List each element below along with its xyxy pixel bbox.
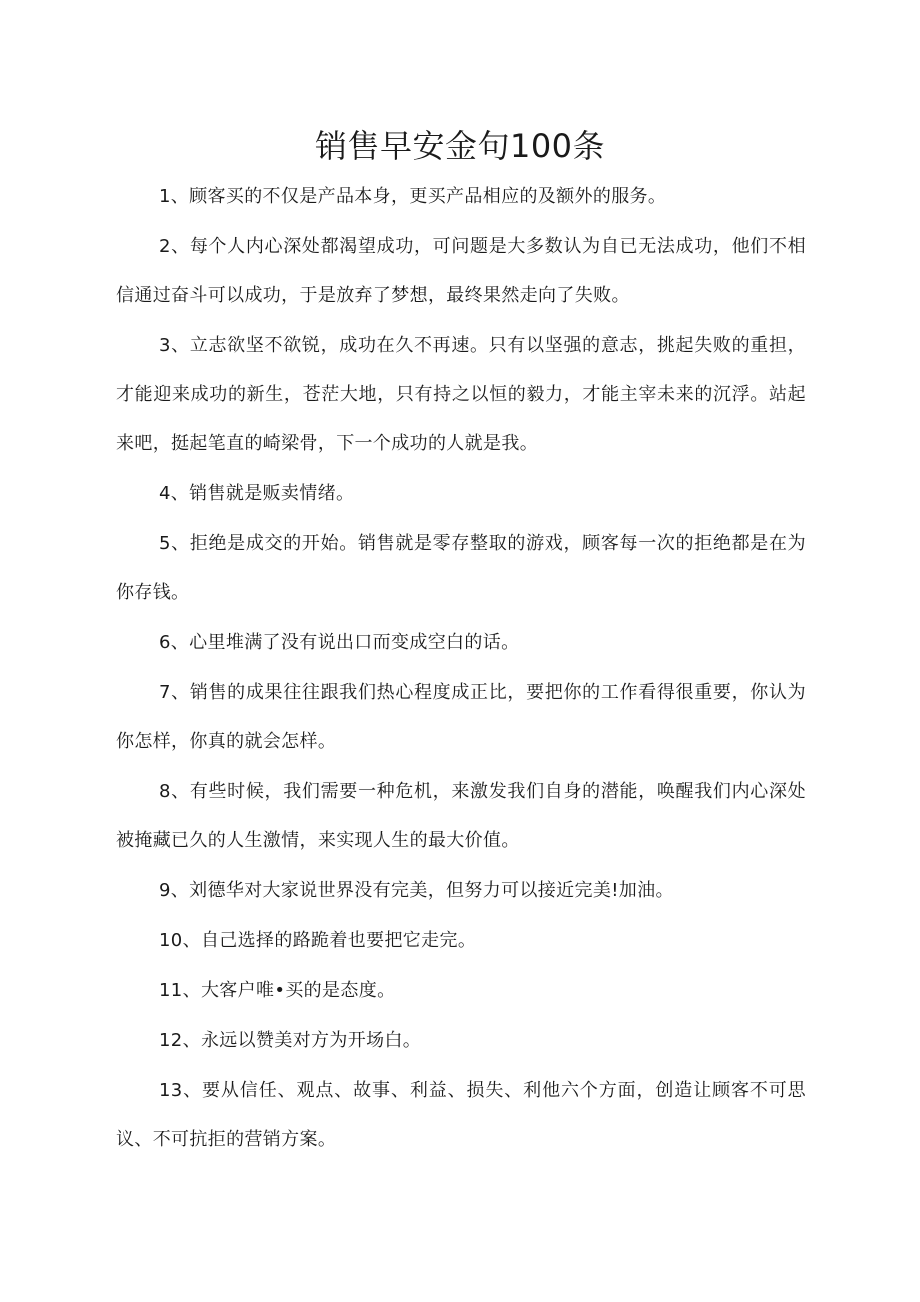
- paragraph-4: 4、销售就是贩卖情绪。: [159, 483, 355, 504]
- paragraph-13: 13、要从信任、观点、故事、利益、损失、利他六个方面，创造让顾客不可思议、不可抗拒的营销方案。: [116, 1080, 806, 1150]
- paragraph-12: 12、永远以赞美对方为开场白。: [159, 1030, 422, 1051]
- paragraph-10: 10、自己选择的路跪着也要把它走完。: [159, 930, 477, 951]
- paragraph-2: 2、每个人内心深处都渴望成功，可问题是大多数认为自已无法成功，他们不相信通过奋斗可以成功，于是放弃了梦想，最终果然走向了失败。: [116, 236, 806, 306]
- paragraph-3: 3、立志欲坚不欲锐，成功在久不再速。只有以坚强的意志，挑起失败的重担，才能迎来成功的新生，苍茫大地，只有持之以恒的毅力，才能主宰未来的沉浮。站起来吧，挺起笔直的崎梁骨，下一个成功的人就是我。: [116, 335, 806, 454]
- paragraph-6: 6、心里堆满了没有说出口而变成空白的话。: [159, 632, 520, 653]
- paragraph-11: 11、大客户唯•买的是态度。: [159, 980, 396, 1001]
- paragraph-8: 8、有些时候，我们需要一种危机，来激发我们自身的潜能，唤醒我们内心深处被掩藏已久的人生激情，来实现人生的最大价值。: [116, 781, 806, 851]
- document-body: [116, 172, 806, 1165]
- paragraph-1: 1、顾客买的不仅是产品本身，更买产品相应的及额外的服务。: [159, 186, 667, 207]
- paragraph-9: 9、刘德华对大家说世界没有完美，但努力可以接近完美!加油。: [159, 880, 674, 901]
- document-title: 销售早安金句100条: [314, 127, 606, 165]
- paragraph-7: 7、销售的成果往往跟我们热心程度成正比，要把你的工作看得很重要，你认为你怎样，你真的就会怎样。: [116, 682, 806, 752]
- paragraph-5: 5、拒绝是成交的开始。销售就是零存整取的游戏，顾客每一次的拒绝都是在为你存钱。: [116, 533, 806, 603]
